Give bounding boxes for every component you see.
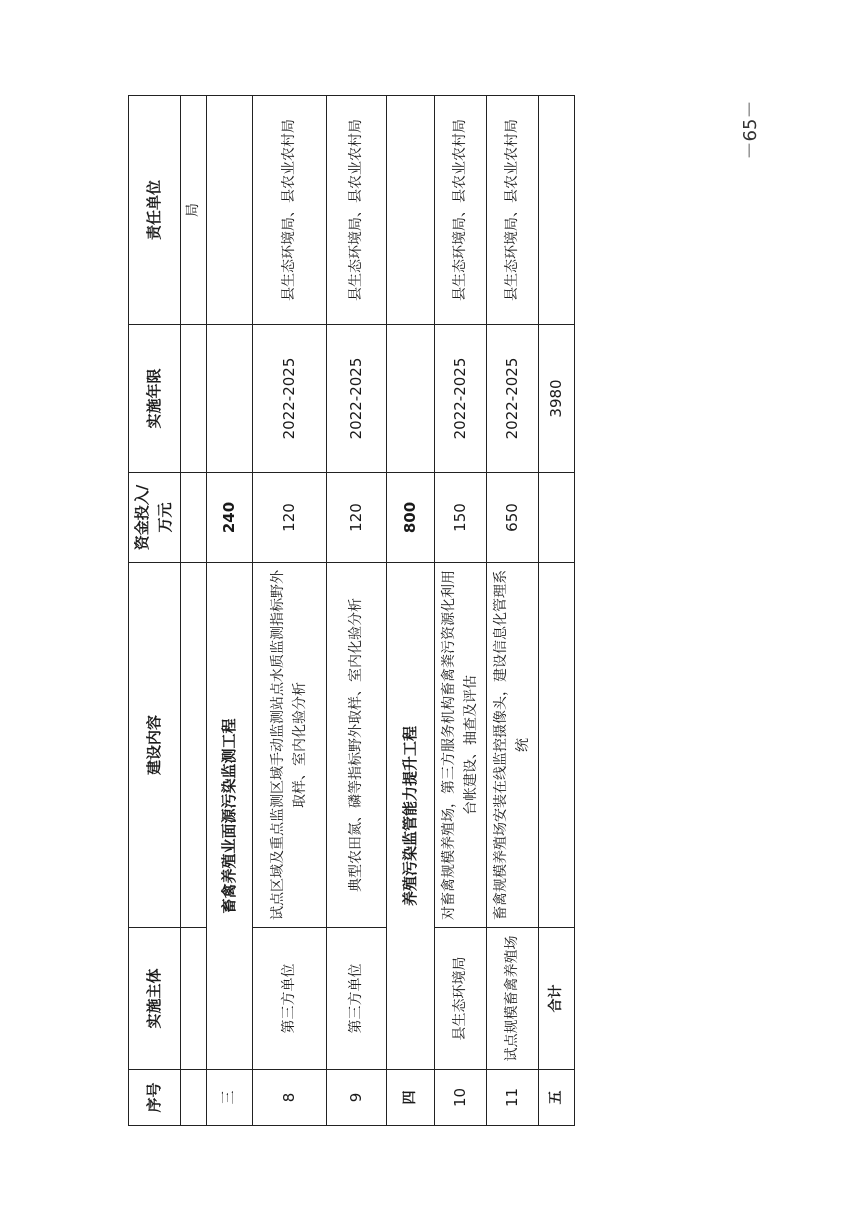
cell-funding (539, 473, 575, 563)
page-number: －65－ (740, 100, 761, 160)
empty-cell (387, 325, 435, 473)
cell-period: 3980 (539, 325, 575, 473)
table-row (180, 96, 207, 1126)
cell-responsible (539, 96, 575, 325)
cell-content: 对畜禽规模养殖场，第三方服务机构畜禽粪污资源化利用台帐建设、抽查及评估 (435, 563, 487, 928)
cell-seq: 8 (253, 1070, 327, 1126)
cell-funding: 800 (387, 473, 435, 563)
cell-seq: 10 (435, 1070, 487, 1126)
cell-funding (180, 473, 207, 563)
cell-content (180, 563, 207, 928)
cell-subject: 第三方单位 (253, 928, 327, 1070)
cell-subject: 县生态环境局 (435, 928, 487, 1070)
cell-responsible: 县生态环境局、县农业农村局 (327, 96, 387, 325)
section-title: 畜禽养殖业面源污染监测工程 (207, 563, 253, 1070)
cell-responsible: 县生态环境局、县农业农村局 (253, 96, 327, 325)
cell-seq: 9 (327, 1070, 387, 1126)
project-table (128, 95, 575, 1126)
section-row (387, 96, 435, 1126)
cell-seq: 四 (387, 1070, 435, 1126)
cell-funding: 120 (327, 473, 387, 563)
cell-seq (180, 1070, 207, 1126)
cell-period: 2022-2025 (487, 325, 539, 473)
cell-subject: 第三方单位 (327, 928, 387, 1070)
empty-cell (207, 96, 253, 325)
cell-funding: 240 (207, 473, 253, 563)
header-period: 实施年限 (129, 325, 181, 473)
header-responsible: 责任单位 (129, 96, 181, 325)
cell-content: 畜禽规模养殖场安装在线监控摄像头，建设信息化管理系统 (487, 563, 539, 928)
cell-subject: 试点规模畜禽养殖场 (487, 928, 539, 1070)
table-row (435, 96, 487, 1126)
cell-responsible: 县生态环境局、县农业农村局 (487, 96, 539, 325)
cell-funding: 120 (253, 473, 327, 563)
cell-responsible: 局 (180, 96, 207, 325)
cell-seq: 11 (487, 1070, 539, 1126)
empty-cell (387, 96, 435, 325)
header-content: 建设内容 (129, 563, 181, 928)
cell-funding: 650 (487, 473, 539, 563)
table-row (327, 96, 387, 1126)
cell-content: 典型农田氮、磷等指标野外取样、室内化验分析 (327, 563, 387, 928)
header-row (129, 96, 181, 1126)
header-funding: 资金投入/万元 (129, 473, 181, 563)
cell-seq: 三 (207, 1070, 253, 1126)
empty-cell (207, 325, 253, 473)
total-row (539, 96, 575, 1126)
cell-subject (180, 928, 207, 1070)
section-row (207, 96, 253, 1126)
cell-content: 试点区域及重点监测区域手动监测站点水质监测指标野外取样、室内化验分析 (253, 563, 327, 928)
cell-period: 2022-2025 (253, 325, 327, 473)
table-row (487, 96, 539, 1126)
table-row (253, 96, 327, 1126)
cell-period (180, 325, 207, 473)
cell-responsible: 县生态环境局、县农业农村局 (435, 96, 487, 325)
cell-seq: 五 (539, 1070, 575, 1126)
header-subject: 实施主体 (129, 928, 181, 1070)
cell-subject: 合计 (539, 928, 575, 1070)
header-seq: 序号 (129, 1070, 181, 1126)
section-title: 养殖污染监管能力提升工程 (387, 563, 435, 1070)
rotated-table-container (128, 96, 566, 1126)
cell-funding: 150 (435, 473, 487, 563)
cell-period: 2022-2025 (435, 325, 487, 473)
cell-period: 2022-2025 (327, 325, 387, 473)
cell-content (539, 563, 575, 928)
